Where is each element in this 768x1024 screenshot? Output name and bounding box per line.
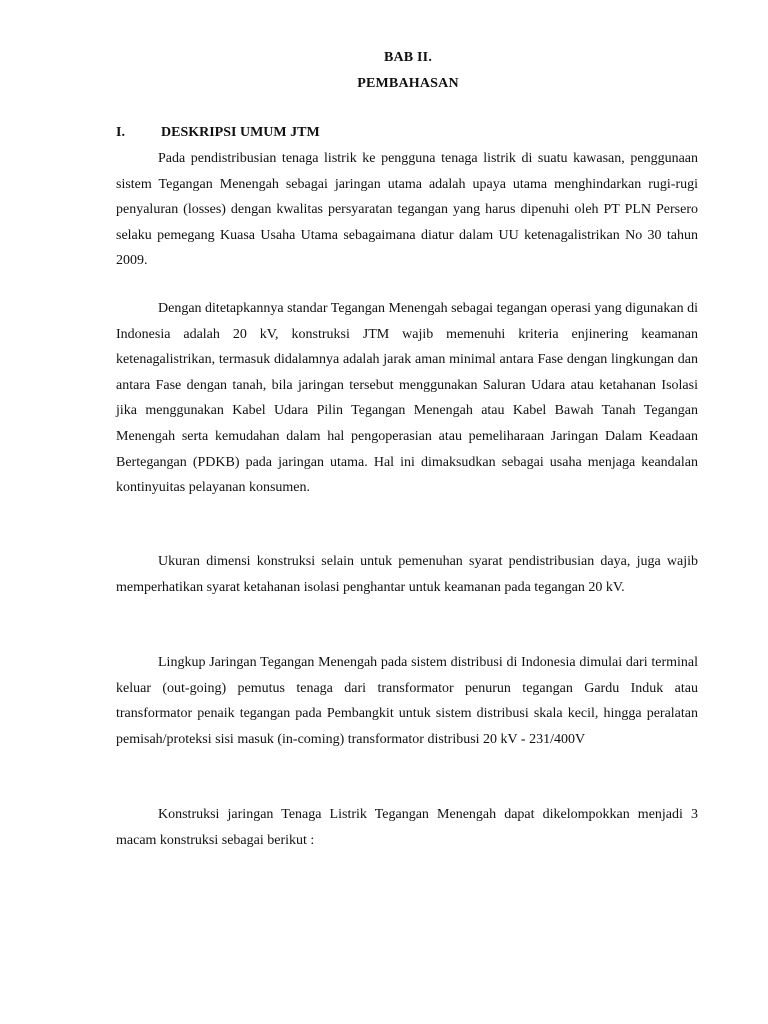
- paragraph-4: Lingkup Jaringan Tegangan Menengah pada sistem distribusi di Indonesia dimulai dari terminal keluar (out-going) pemutus tenaga dari transformator penurun tegangan Gardu Induk atau transformator penaik tegangan pada Pembangkit untuk sistem distribusi skala kecil, hingga peralatan pemisah/proteksi sisi masuk (in-coming) transformator distribusi 20 kV - 231/400V: [116, 655, 698, 747]
- paragraph-2: Dengan ditetapkannya standar Tegangan Menengah sebagai tegangan operasi yang digunakan di Indonesia adalah 20 kV, konstruksi JTM wajib memenuhi kriteria enjinering keamanan ketenagalistrikan, termasuk didalamnya adalah jarak aman minimal antara Fase dengan lingkungan dan antara Fase dengan tanah, bila jaringan tersebut menggunakan Saluran Udara atau ketahanan Isolasi jika menggunakan Kabel Udara Pilin Tegangan Menengah atau Kabel Bawah Tanah Tegangan Menengah serta kemudahan dalam hal pengoperasian atau pemeliharaan Jaringan Dalam Keadaan Bertegangan (PDKB) pada jaringan utama. Hal ini dimaksudkan sebagai usaha menjaga keandalan kontinyuitas pelayanan konsumen.: [116, 301, 698, 496]
- section-number: I.: [116, 125, 125, 140]
- section-title: DESKRIPSI UMUM JTM: [161, 125, 320, 140]
- chapter-label: BAB II.: [383, 50, 433, 65]
- paragraph-5: Konstruksi jaringan Tenaga Listrik Tegangan Menengah dapat dikelompokkan menjadi 3 macam konstruksi sebagai berikut :: [116, 807, 698, 848]
- chapter-title: PEMBAHASAN: [357, 76, 459, 91]
- section-heading: [116, 125, 320, 141]
- paragraph-3: Ukuran dimensi konstruksi selain untuk pemenuhan syarat pendistribusian daya, juga wajib memperhatikan syarat ketahanan isolasi penghantar untuk keamanan pada tegangan 20 kV.: [116, 554, 698, 595]
- paragraph-1: Pada pendistribusian tenaga listrik ke pengguna tenaga listrik di suatu kawasan, penggunaan sistem Tegangan Menengah sebagai jaringan utama adalah upaya utama menghindarkan rugi-rugi penyaluran (losses) dengan kwalitas persyaratan tegangan yang harus dipenuhi oleh PT PLN Persero selaku pemegang Kuasa Usaha Utama sebagaimana diatur dalam UU ketenagalistrikan No 30 tahun 2009.: [116, 151, 698, 269]
